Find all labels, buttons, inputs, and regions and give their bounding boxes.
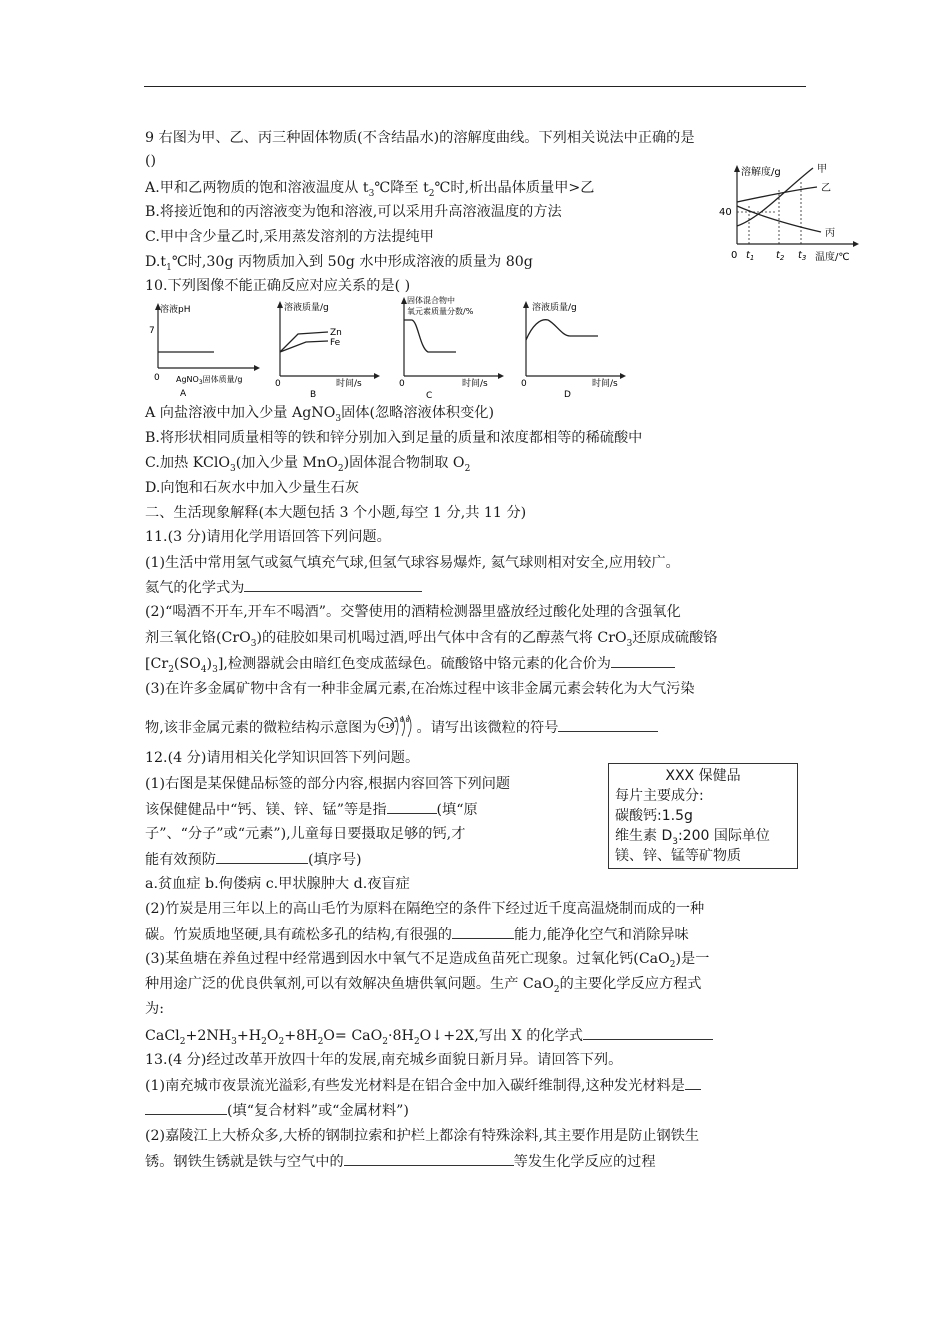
graph-b-fe-line: [280, 341, 328, 352]
q13-part2b: 锈。钢铁生锈就是铁与空气中的 等发生化学反应的过程: [145, 1151, 656, 1172]
q10-option-b: B.将形状相同质量相等的铁和锌分别加入到足量的质量和浓度都相等的稀硫酸中: [145, 430, 643, 446]
q12-part2b: 碳。竹炭质地坚硬,具有疏松多孔的结构,有很强的 能力,能净化空气和消除异味: [145, 924, 689, 945]
tick-t2: $t_2$: [776, 250, 785, 262]
answer-blank[interactable]: [452, 924, 514, 939]
label-yi: 乙: [821, 183, 831, 194]
svg-text:0: 0: [275, 379, 281, 389]
graph-c-line: [404, 320, 456, 352]
q12-part3c: 为:: [145, 1001, 164, 1017]
graph-a-letter: A: [180, 389, 187, 399]
q13-part1: (1)南充城市夜景流光溢彩,有些发光材料是在铝合金中加入碳纤维制得,这种发光材料是: [145, 1075, 701, 1096]
graph-a-ylabel: 溶液pH: [160, 305, 191, 315]
q11-part2b: 剂三氧化铬(CrO$_3$)的硅胶如果司机喝过酒,呼出气体中含有的乙醇蒸气将 CrO$_3$还原成硫酸铬: [145, 630, 718, 649]
supplement-label-box: [608, 763, 798, 869]
graph-d: [516, 300, 636, 400]
q9-option-d: $D.t_1℃$时,30g 丙物质加入到 50g 水中形成溶液的质量为 80g: [145, 254, 533, 273]
graph-b-fe: Fe: [330, 338, 341, 348]
graph-a-xlabel: AgNO$_3$固体质量/g: [176, 375, 243, 386]
label-line-1: 每片主要成分:: [615, 788, 704, 804]
q11-part3: (3)在许多金属矿物中含有一种非金属元素,在冶炼过程中该非金属元素会转化为大气污染: [145, 681, 695, 697]
q9-stem: 9 右图为甲、乙、丙三种固体物质(不含结晶水)的溶解度曲线。下列相关说法中正确的是: [145, 130, 695, 146]
answer-blank[interactable]: [583, 1025, 713, 1040]
q12-part3: (3)某鱼塘在养鱼过程中经常遇到因水中氧气不足造成鱼苗死亡现象。过氧化钙(CaO$_2$)是一: [145, 951, 710, 970]
graph-a: [146, 300, 266, 400]
graph-b-letter: B: [310, 390, 317, 400]
svg-text:+16: +16: [379, 722, 394, 730]
label-title: XXX 保健品: [665, 768, 741, 784]
svg-text:0: 0: [521, 379, 527, 389]
answer-blank[interactable]: [685, 1075, 701, 1090]
q11-part3b: 物,该非金属元素的微粒结构示意图为 +16 2 8 8 。请写出该微粒的符号: [145, 713, 658, 743]
graph-c-xlabel: 时间/s: [462, 379, 488, 389]
answer-blank[interactable]: [244, 577, 422, 592]
graph-d-line: [526, 320, 598, 340]
label-bing: 丙: [825, 228, 835, 239]
answer-blank[interactable]: [611, 653, 675, 668]
svg-text:2 8 8: 2 8 8: [393, 717, 409, 724]
q10-option-a: A 向盐溶液中加入少量 AgNO$_3$固体(忽略溶液体积变化): [145, 405, 495, 424]
x-axis-label: 温度/℃: [815, 252, 850, 263]
y-axis-label: 溶解度/g: [741, 167, 781, 178]
q13-part2: (2)嘉陵江上大桥众多,大桥的钢制拉索和护栏上都涂有特殊涂料,其主要作用是防止钢铁生: [145, 1128, 700, 1144]
q12-options: a.贫血症 b.佝偻病 c.甲状腺肿大 d.夜盲症: [145, 876, 410, 892]
graph-b-ylabel: 溶液质量/g: [284, 303, 329, 313]
graph-c-ylabel-1: 固体混合物中: [407, 296, 455, 305]
label-jia: 甲: [817, 164, 827, 175]
q10-option-c: C.加热 KClO$_3$(加入少量 MnO$_2$)固体混合物制取 $O_2$: [145, 455, 471, 474]
answer-blank[interactable]: [387, 799, 437, 814]
q10-option-d: D.向饱和石灰水中加入少量生石灰: [145, 480, 360, 496]
q11-part1: (1)生活中常用氢气或氦气填充气球,但氢气球容易爆炸, 氦气球则相对安全,应用较广。: [145, 555, 680, 571]
svg-text:0: 0: [154, 373, 160, 383]
origin-label: 0: [731, 250, 738, 261]
graph-d-letter: D: [564, 390, 571, 400]
graph-d-ylabel: 溶液质量/g: [532, 303, 577, 313]
label-line-2: 碳酸钙:1.5g: [615, 808, 693, 824]
tick-t1: $t_1$: [746, 250, 755, 262]
graph-c-ylabel-2: 氧元素质量分数/%: [407, 307, 474, 316]
graph-d-xlabel: 时间/s: [592, 379, 618, 389]
answer-blank[interactable]: [145, 1100, 227, 1115]
q13-stem: 13.(4 分)经过改革开放四十年的发展,南充城乡面貌日新月异。请回答下列。: [145, 1052, 623, 1068]
header-rule: [144, 86, 806, 87]
graph-c-letter: C: [426, 391, 433, 400]
solubility-chart: [715, 160, 865, 268]
q13-part1b: (填“复合材料”或“金属材料”): [145, 1100, 409, 1121]
answer-blank[interactable]: [558, 717, 658, 732]
y-tick-40: 40: [719, 207, 732, 218]
q11-part2: (2)“喝酒不开车,开车不喝酒”。交警使用的酒精检测器里盛放经过酸化处理的含强氧化: [145, 604, 681, 620]
tick-t3: $t_3$: [798, 250, 807, 262]
q12-part1b: 该保健健品中“钙、镁、锌、锰”等是指 (填“原: [145, 799, 478, 820]
graph-b-xlabel: 时间/s: [336, 379, 362, 389]
section-2-heading: 二、生活现象解释(本大题包括 3 个小题,每空 1 分,共 11 分): [145, 505, 527, 521]
q12-part1: (1)右图是某保健品标签的部分内容,根据内容回答下列问题: [145, 776, 511, 792]
q11-part1b: 氦气的化学式为: [145, 577, 422, 598]
graph-a-tick-7: 7: [149, 326, 155, 336]
q11-part2c: $[Cr_2(SO_4)_3]$,检测器就会由暗红色变成蓝绿色。硫酸铬中铬元素的化合价为: [145, 653, 675, 674]
q12-part1d: 能有效预防 (填序号): [145, 849, 362, 870]
svg-text:0: 0: [399, 379, 405, 389]
q9-option-b: B.将接近饱和的丙溶液变为饱和溶液,可以采用升高溶液温度的方法: [145, 204, 562, 220]
label-line-4: 镁、锌、锰等矿物质: [615, 848, 741, 864]
q9-option-c: C.甲中含少量乙时,采用蒸发溶剂的方法提纯甲: [145, 229, 434, 245]
curve-yi: [737, 187, 817, 202]
label-line-3: 维生素 $D_3:200$ 国际单位: [615, 828, 770, 847]
graph-b: [270, 300, 390, 400]
q12-part2: (2)竹炭是用三年以上的高山毛竹为原料在隔绝空的条件下经过近千度高温烧制而成的一种: [145, 901, 705, 917]
graph-c: [394, 294, 514, 400]
answer-blank[interactable]: [216, 849, 308, 864]
q10-stem: 10.下列图像不能正确反应对应关系的是( ): [145, 278, 411, 294]
graph-b-zn: Zn: [330, 328, 342, 338]
q12-equation: $CaCl_2+2NH_3+H_2O_2+8H_2O=$ $CaO_2\cdot 8H_2O↓+2X$,写出 X 的化学式: [145, 1025, 713, 1046]
q12-part3b: 种用途广泛的优良供氧剂,可以有效解决鱼塘供氧问题。生产 CaO$_2$的主要化学反应方程式: [145, 976, 702, 995]
q9-paren: (): [145, 153, 157, 169]
q9-option-a: A.甲和乙两物质的饱和溶液温度从 $t_3℃$降至 $t_2℃$时,析出晶体质量甲>乙: [145, 180, 595, 199]
q11-stem: 11.(3 分)请用化学用语回答下列问题。: [145, 529, 391, 545]
atom-structure-diagram: [377, 713, 417, 743]
q12-stem: 12.(4 分)请用相关化学知识回答下列问题。: [145, 750, 420, 766]
q12-part1c: 子”、“分子”或“元素”),儿童每日要摄取足够的钙,才: [145, 826, 466, 842]
answer-blank[interactable]: [344, 1151, 514, 1166]
